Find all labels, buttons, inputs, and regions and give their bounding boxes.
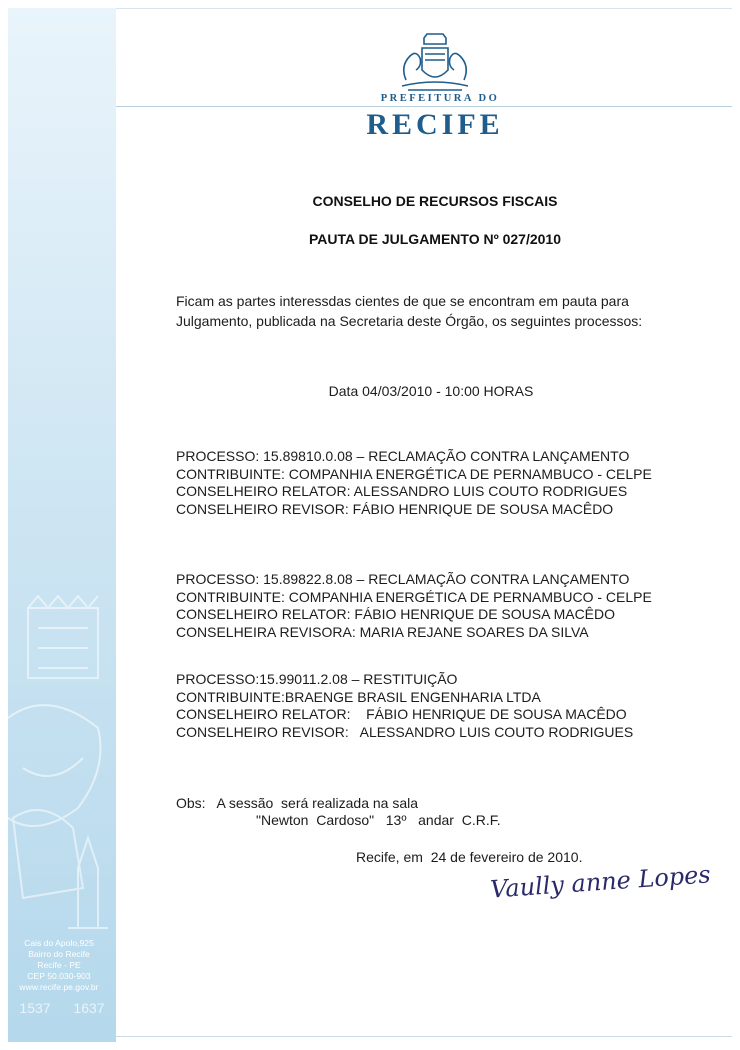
process-item bbox=[176, 671, 633, 741]
rapporteur: CONSELHEIRO RELATOR: FÁBIO HENRIQUE DE SOUSA MACÊDO bbox=[176, 706, 627, 722]
contact-city: Recife - PE bbox=[37, 960, 81, 970]
year-start: 1537 bbox=[19, 1000, 51, 1016]
contact-info bbox=[2, 938, 116, 993]
observation-line-1: Obs: A sessão será realizada na sala bbox=[176, 795, 419, 811]
process-number: PROCESSO:15.99011.2.08 – RESTITUIÇÃO bbox=[176, 671, 458, 687]
reviewer: CONSELHEIRA REVISORA: MARIA REJANE SOARES DA SILVA bbox=[176, 623, 589, 640]
council-title: CONSELHO DE RECURSOS FISCAIS bbox=[312, 193, 558, 209]
coat-of-arms-icon bbox=[394, 30, 476, 98]
taxpayer: CONTRIBUINTE:BRAENGE BRASIL ENGENHARIA LTDA bbox=[176, 688, 541, 705]
org-name-small: PREFEITURA DO bbox=[360, 93, 520, 104]
contact-website: www.recife.pe.gov.br bbox=[19, 982, 99, 992]
contact-cep: CEP 50.030-903 bbox=[27, 971, 91, 981]
place-date: Recife, em 24 de fevereiro de 2010. bbox=[356, 849, 583, 865]
process-item bbox=[176, 448, 652, 518]
handwritten-signature: Vaully anne Lopes bbox=[489, 860, 712, 904]
intro-line-1: Ficam as partes interessdas cientes de que se encontram em pauta para bbox=[176, 293, 629, 309]
org-name-big: RECIFE bbox=[366, 108, 504, 141]
agenda-title: PAUTA DE JULGAMENTO Nº 027/2010 bbox=[309, 231, 561, 247]
rapporteur: CONSELHEIRO RELATOR: FÁBIO HENRIQUE DE SOUSA MACÊDO bbox=[176, 606, 616, 622]
process-number: PROCESSO: 15.89822.8.08 – RECLAMAÇÃO CONTRA LANÇAMENTO bbox=[176, 571, 630, 587]
taxpayer: CONTRIBUINTE: COMPANHIA ENERGÉTICA DE PERNAMBUCO - CELPE bbox=[176, 588, 652, 605]
intro-line-2: Julgamento, publicada na Secretaria deste Órgão, os seguintes processos: bbox=[176, 313, 643, 329]
taxpayer: CONTRIBUINTE: COMPANHIA ENERGÉTICA DE PERNAMBUCO - CELPE bbox=[176, 465, 652, 482]
rapporteur: CONSELHEIRO RELATOR: ALESSANDRO LUIS COUTO RODRIGUES bbox=[176, 483, 628, 499]
contact-address: Cais do Apolo,925 bbox=[24, 938, 94, 948]
footer-divider bbox=[116, 1036, 732, 1037]
sidebar-band bbox=[8, 8, 116, 1042]
year-end: 1637 bbox=[73, 1000, 105, 1016]
reviewer: CONSELHEIRO REVISOR: ALESSANDRO LUIS COUTO RODRIGUES bbox=[176, 723, 634, 740]
reviewer: CONSELHEIRO REVISOR: FÁBIO HENRIQUE DE SOUSA MACÊDO bbox=[176, 500, 614, 517]
page-border bbox=[8, 8, 732, 9]
year-strip bbox=[8, 1000, 116, 1016]
session-date: Data 04/03/2010 - 10:00 HORAS bbox=[328, 383, 534, 399]
observation-line-2: "Newton Cardoso" 13º andar C.R.F. bbox=[256, 812, 501, 828]
process-number: PROCESSO: 15.89810.0.08 – RECLAMAÇÃO CONTRA LANÇAMENTO bbox=[176, 448, 630, 464]
header-divider bbox=[116, 106, 732, 107]
contact-district: Bairro do Recife bbox=[28, 949, 90, 959]
process-item bbox=[176, 571, 652, 641]
